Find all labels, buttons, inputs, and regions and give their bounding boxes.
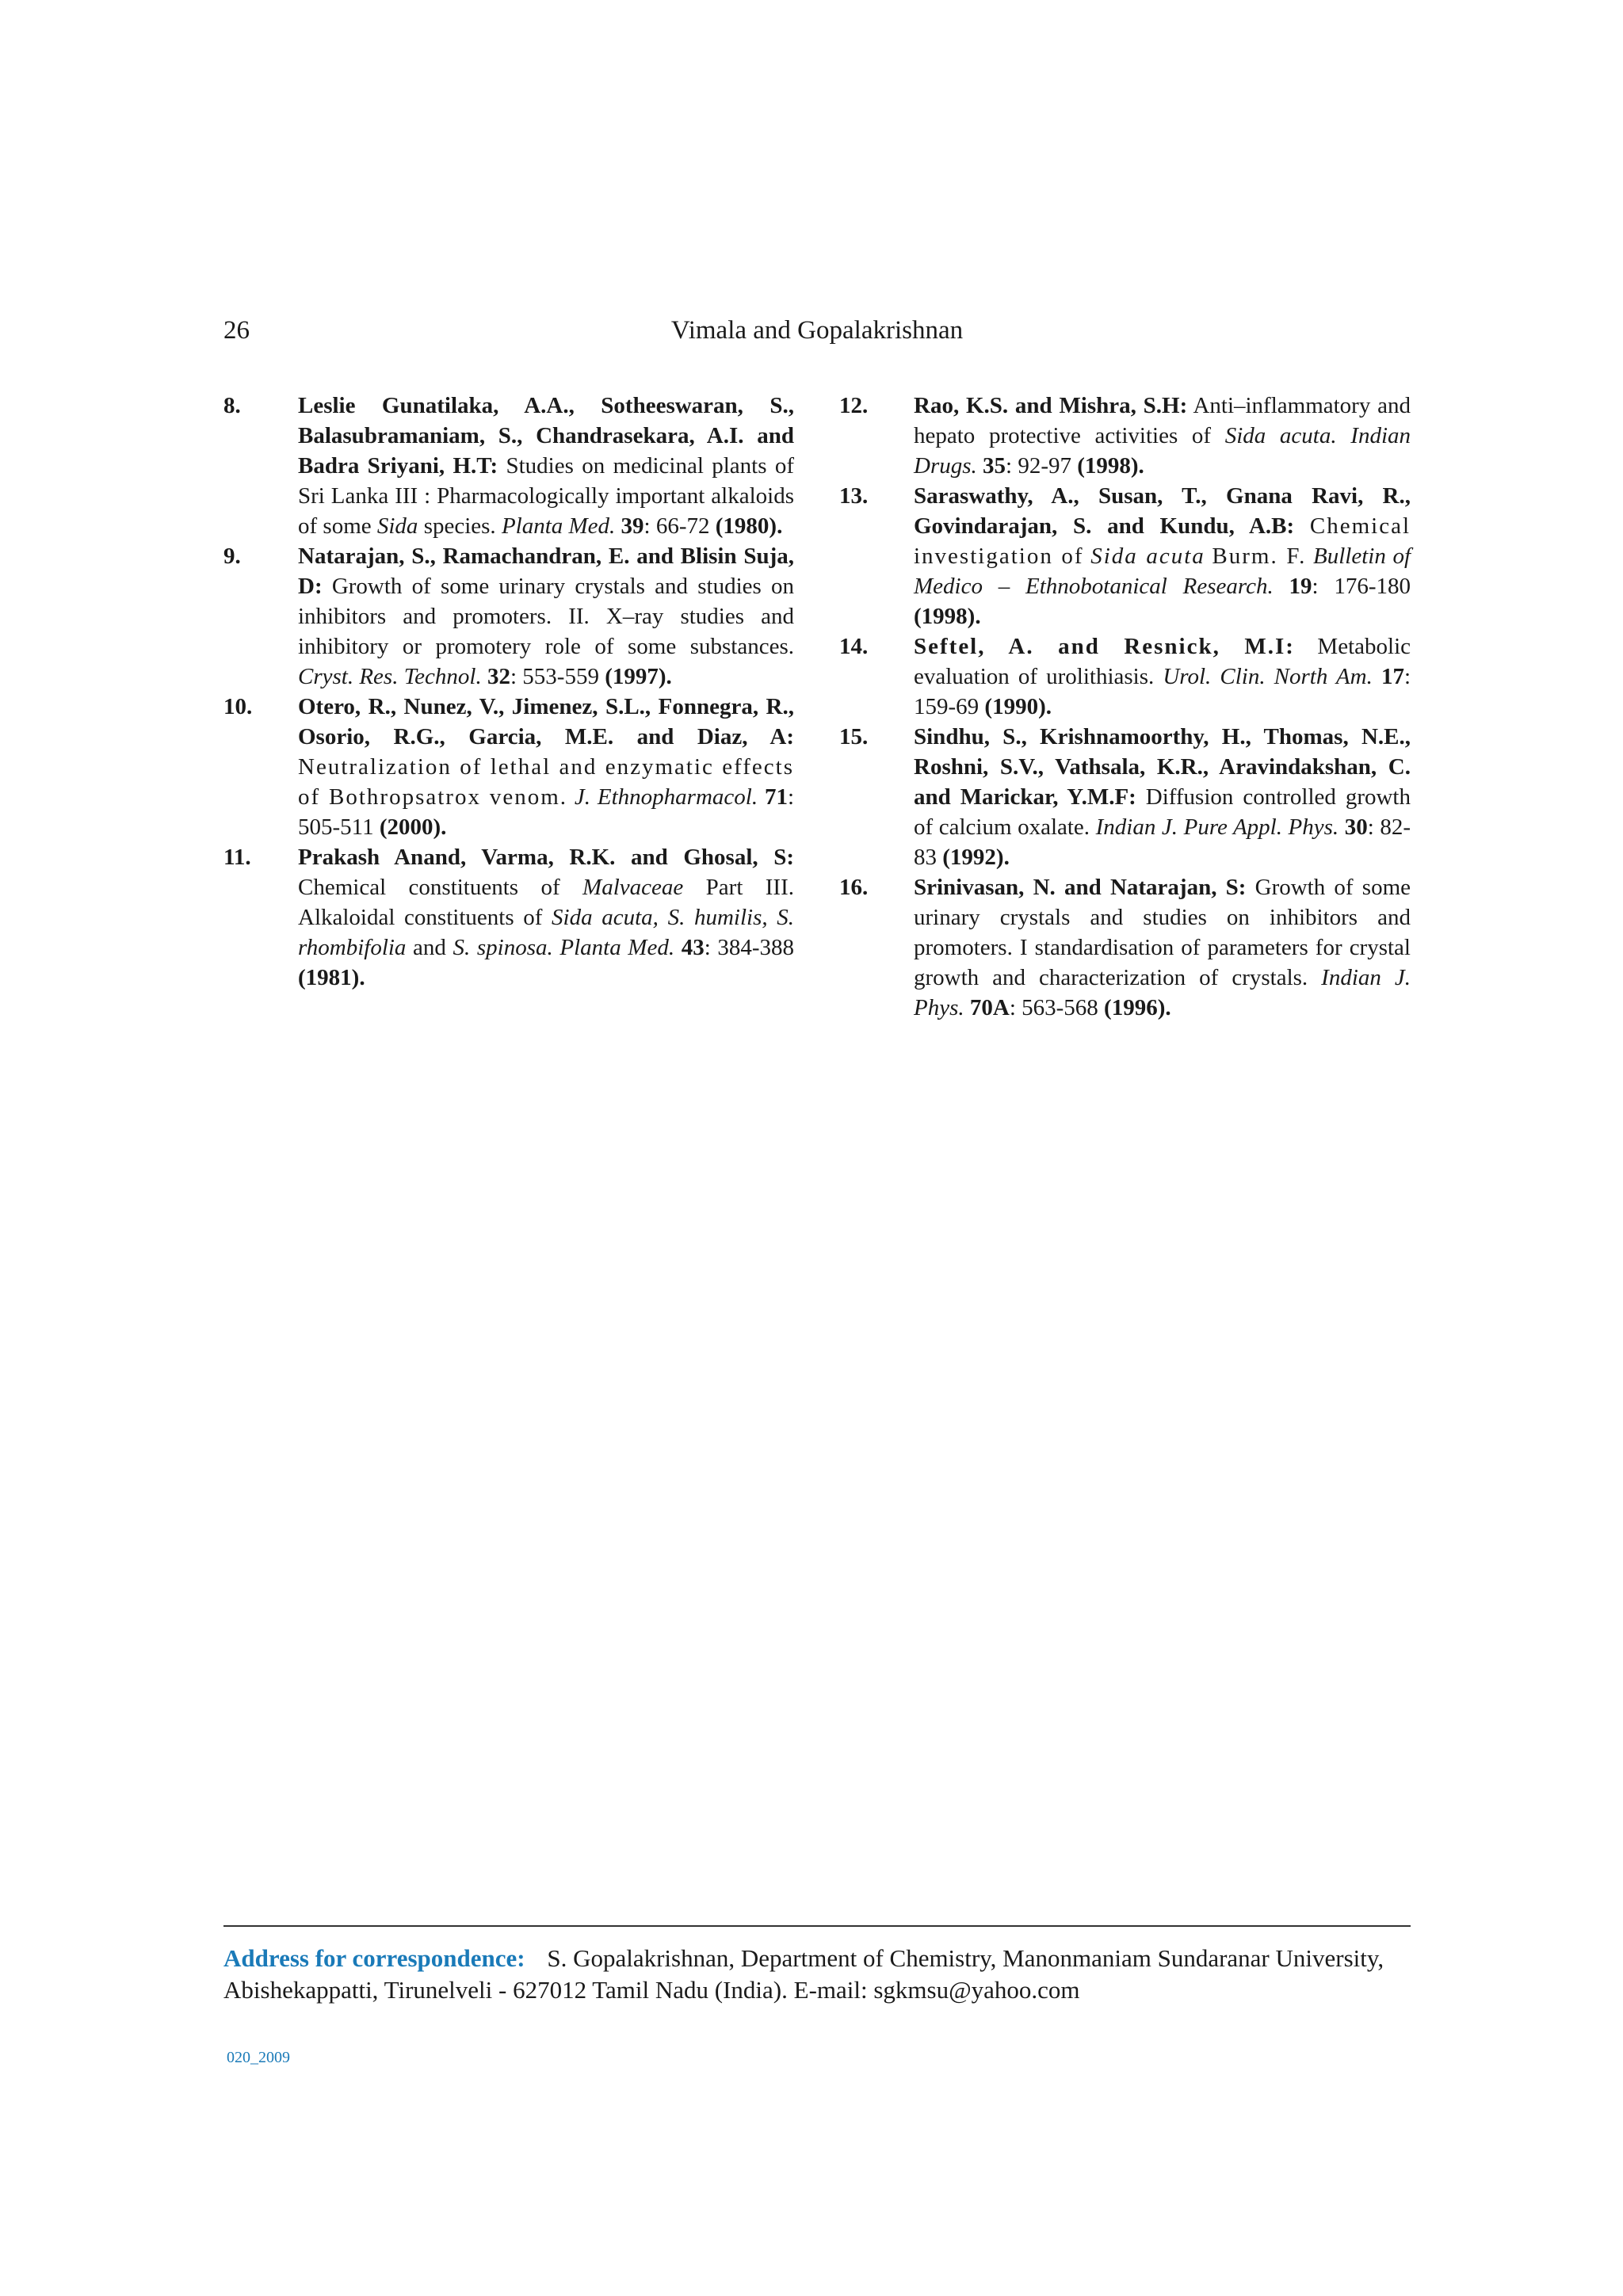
reference-authors: Leslie Gunatilaka, A.A., Sotheeswaran, S., Balasubramaniam, S., Chandrasekara, A.I. and Badra Sriyani, H.T: (298, 393, 794, 479)
reference-pages: : 82-83 (914, 814, 1411, 870)
reference-number: 13. (839, 483, 869, 509)
reference-volume: 19 (1289, 574, 1312, 599)
reference-journal: Planta Med. (559, 935, 675, 960)
reference-title: Neutralization of lethal and enzymatic effects of Bothropsatrox venom. (298, 754, 794, 810)
reference-volume: 39 (621, 513, 644, 539)
reference-item (223, 391, 794, 541)
reference-title: Growth of some urinary crystals and studies on inhibitors and promoters. I standardisation of parameters for crystal growth and characterization of crystals. (914, 875, 1411, 990)
reference-title: Chemical constituents of (298, 875, 560, 900)
reference-title-end: Burm. F. (1212, 543, 1307, 569)
correspondence-label: Address for correspondence: (223, 1944, 525, 1972)
reference-year: (1998). (914, 604, 981, 629)
reference-title-italic: Sida acuta (1090, 543, 1205, 569)
reference-number: 14. (839, 634, 869, 659)
reference-title: Anti–inflammatory and hepato protective activities of (914, 393, 1411, 448)
reference-volume: 35 (983, 453, 1006, 479)
reference-journal: Cryst. Res. Technol. (298, 664, 482, 689)
reference-volume: 30 (1344, 814, 1368, 840)
reference-volume: 17 (1381, 664, 1404, 689)
reference-volume: 32 (487, 664, 510, 689)
reference-pages: : 92-97 (1006, 453, 1071, 479)
reference-title-italic: Sida acuta, S. humilis, S. rhombifolia (298, 905, 794, 960)
reference-journal: Indian J. Pure Appl. Phys. (1095, 814, 1339, 840)
reference-authors: Prakash Anand, Varma, R.K. and Ghosal, S: (298, 845, 794, 870)
reference-authors: Natarajan, S., Ramachandran, E. and Blisin Suja, D: (298, 543, 794, 599)
footnote-divider (223, 1925, 1411, 1927)
reference-number: 16. (839, 875, 869, 900)
references-left-column (223, 391, 794, 993)
reference-item (839, 391, 1411, 481)
reference-title-italic: S. spinosa. (453, 935, 553, 960)
reference-number: 10. (223, 694, 253, 719)
reference-item (223, 541, 794, 692)
reference-journal: Planta Med. (501, 513, 616, 539)
reference-number: 8. (223, 393, 241, 418)
reference-journal: Indian Drugs. (914, 423, 1411, 479)
reference-journal: Indian J. Phys. (914, 965, 1411, 1020)
reference-year: (1992). (942, 845, 1010, 870)
reference-item (839, 722, 1411, 872)
reference-year: (1997). (605, 664, 672, 689)
reference-number: 11. (223, 845, 251, 870)
reference-item (223, 692, 794, 842)
reference-item (839, 481, 1411, 631)
reference-pages: : 66-72 (643, 513, 710, 539)
reference-year: (2000). (379, 814, 447, 840)
references-right-column (839, 391, 1411, 1023)
reference-title-italic: Malvaceae (582, 875, 684, 900)
reference-year: (1990). (984, 694, 1052, 719)
correspondence-footnote (223, 1943, 1411, 2006)
reference-authors: Rao, K.S. and Mishra, S.H: (914, 393, 1188, 418)
reference-title: Metabolic evaluation of urolithiasis. (914, 634, 1411, 689)
running-head (223, 311, 1411, 350)
reference-year: (1998). (1077, 453, 1144, 479)
article-code: 020_2009 (227, 2049, 290, 2066)
reference-number: 15. (839, 724, 869, 749)
reference-title-italic: Sida acuta. (1224, 423, 1337, 448)
reference-volume: 43 (681, 935, 705, 960)
reference-journal: Urol. Clin. North Am. (1163, 664, 1373, 689)
page-number: 26 (223, 316, 250, 345)
reference-title: Chemical investigation of (914, 513, 1411, 569)
reference-title: and (413, 935, 446, 960)
reference-journal: J. Ethnopharmacol. (574, 784, 758, 810)
reference-pages: : 563-568 (1009, 995, 1098, 1020)
running-title: Vimala and Gopalakrishnan (670, 316, 964, 345)
reference-pages: : 505-511 (298, 784, 795, 840)
reference-title: Part III. Alkaloidal constituents of (298, 875, 794, 930)
reference-number: 12. (839, 393, 869, 418)
reference-year: (1981). (298, 965, 365, 990)
reference-year: (1980). (715, 513, 783, 539)
reference-authors: Sindhu, S., Krishnamoorthy, H., Thomas, N.E., Roshni, S.V., Vathsala, K.R., Aravindakshan, C. and Marickar, Y.M.F: (914, 724, 1411, 810)
reference-pages: : 159-69 (914, 664, 1411, 719)
reference-title: Growth of some urinary crystals and studies on inhibitors and promoters. II. X–ray studies and inhibitory or promotery role of some substances. (298, 574, 795, 659)
reference-title: Studies on medicinal plants of Sri Lanka III : Pharmacologically important alkaloids of some (298, 453, 795, 539)
reference-journal: Bulletin of Medico – Ethnobotanical Research. (914, 543, 1411, 599)
reference-title-end: species. (423, 513, 496, 539)
reference-item (223, 842, 794, 993)
reference-volume: 70A (969, 995, 1010, 1020)
reference-pages: : 384-388 (704, 935, 795, 960)
reference-authors: Srinivasan, N. and Natarajan, S: (914, 875, 1247, 900)
reference-item (839, 872, 1411, 1023)
reference-volume: 71 (764, 784, 788, 810)
reference-title: Diffusion controlled growth of calcium oxalate. (914, 784, 1411, 840)
reference-number: 9. (223, 543, 241, 569)
reference-pages: : 176-180 (1312, 574, 1411, 599)
reference-pages: : 553-559 (510, 664, 599, 689)
reference-authors: Saraswathy, A., Susan, T., Gnana Ravi, R., Govindarajan, S. and Kundu, A.B: (914, 483, 1411, 539)
correspondence-text: S. Gopalakrishnan, Department of Chemistry, Manonmaniam Sundaranar University, Abishekappatti, Tirunelveli - 627012 Tamil Nadu (India). E-mail: sgkmsu@yahoo.com (223, 1944, 1384, 2004)
reference-year: (1996). (1104, 995, 1171, 1020)
reference-authors: Seftel, A. and Resnick, M.I: (914, 634, 1295, 659)
reference-item (839, 631, 1411, 722)
reference-title-italic: Sida (376, 513, 418, 539)
reference-authors: Otero, R., Nunez, V., Jimenez, S.L., Fonnegra, R., Osorio, R.G., Garcia, M.E. and Diaz, A: (298, 694, 794, 749)
